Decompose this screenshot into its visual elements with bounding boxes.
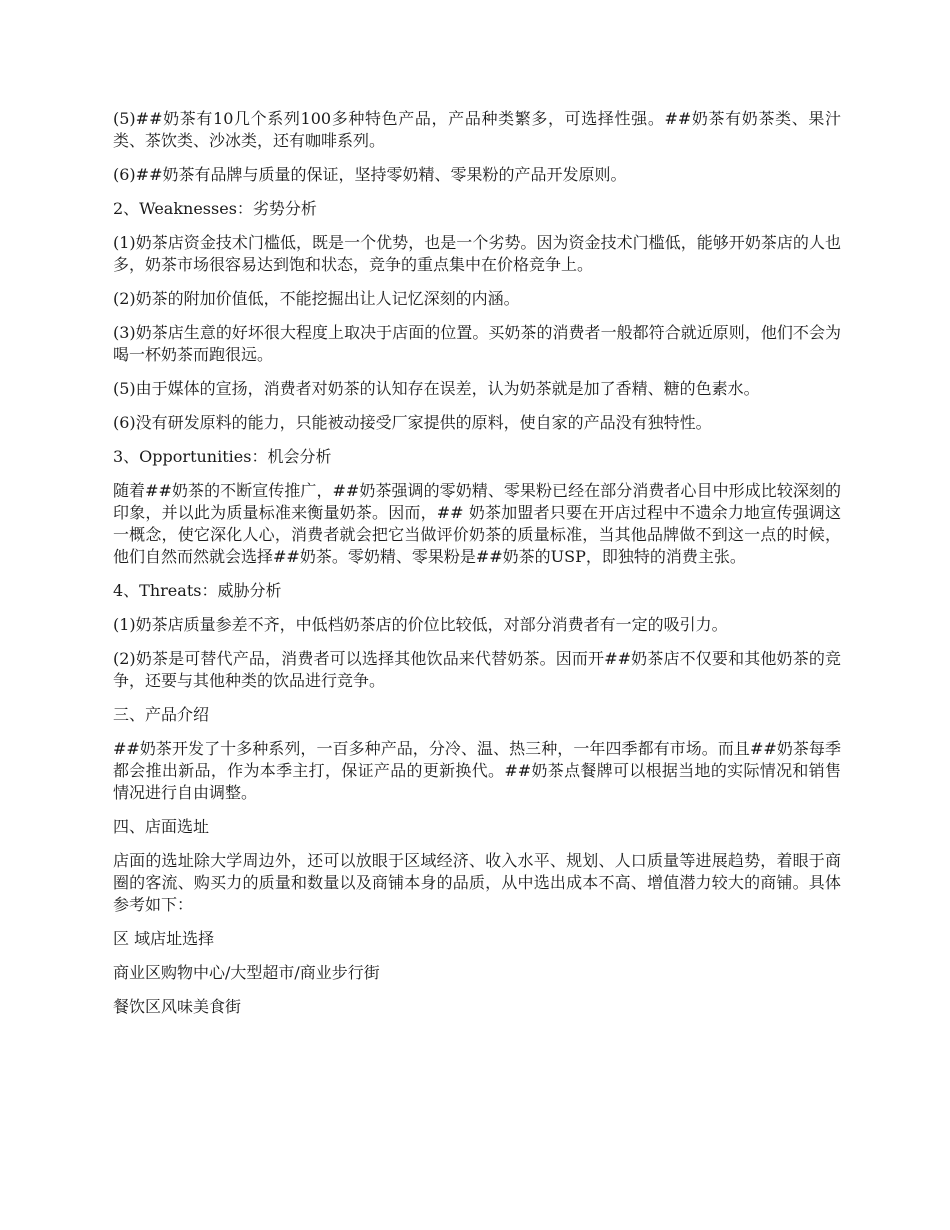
paragraph-threat-1: (1)奶茶店质量参差不齐，中低档奶茶店的价位比较低，对部分消费者有一定的吸引力。	[113, 615, 728, 634]
paragraph-opportunities: 随着##奶茶的不断宣传推广，##奶茶强调的零奶精、零果粉已经在部分消费者心目中形成比较深刻的印象，并以此为质量标准来衡量奶茶。因而，## 奶茶加盟者只要在开店过程中不遗余力地宣传强调这一概念，使它深化人心，消费者就会把它当做评价奶茶的质量标准，当其他品牌做不到这一点的时候，他们自然而然就会选择##奶茶。零奶精、零果粉是##奶茶的USP，即独特的消费主张。	[113, 481, 841, 566]
heading-product-intro: 三、产品介绍	[113, 705, 210, 724]
paragraph-weakness-3: (3)奶茶店生意的好坏很大程度上取决于店面的位置。买奶茶的消费者一般都符合就近原则，他们不会为喝一杯奶茶而跑很远。	[113, 323, 841, 364]
paragraph-swot-strength-6: (6)##奶茶有品牌与质量的保证，坚持零奶精、零果粉的产品开发原则。	[113, 165, 627, 184]
list-item-area-selection: 区 域店址选择	[113, 929, 215, 948]
paragraph-swot-strength-5: (5)##奶茶有10几个系列100多种特色产品，产品种类繁多，可选择性强。##奶茶有奶茶类、果汁类、茶饮类、沙冰类，还有咖啡系列。	[113, 109, 841, 150]
paragraph-weakness-5: (5)由于媒体的宣扬，消费者对奶茶的认知存在误差，认为奶茶就是加了香精、糖的色素水。	[113, 379, 760, 398]
heading-threats: 4、Threats：威胁分析	[113, 581, 282, 600]
list-item-dining-area: 餐饮区风味美食街	[113, 997, 242, 1016]
list-item-commercial-area: 商业区购物中心/大型超市/商业步行街	[113, 963, 380, 982]
heading-opportunities: 3、Opportunities：机会分析	[113, 447, 332, 466]
paragraph-weakness-2: (2)奶茶的附加价值低，不能挖掘出让人记忆深刻的内涵。	[113, 289, 520, 308]
paragraph-weakness-6: (6)没有研发原料的能力，只能被动接受厂家提供的原料，使自家的产品没有独特性。	[113, 413, 712, 432]
paragraph-weakness-1: (1)奶茶店资金技术门槛低，既是一个优势，也是一个劣势。因为资金技术门槛低，能够开奶茶店的人也多，奶茶市场很容易达到饱和状态，竞争的重点集中在价格竞争上。	[113, 233, 841, 274]
document-page	[113, 108, 841, 1030]
paragraph-store-location: 店面的选址除大学周边外，还可以放眼于区域经济、收入水平、规划、人口质量等进展趋势，着眼于商圈的客流、购买力的质量和数量以及商铺本身的品质，从中选出成本不高、增值潜力较大的商铺。具体参考如下：	[113, 851, 841, 914]
heading-weaknesses: 2、Weaknesses：劣势分析	[113, 199, 317, 218]
paragraph-threat-2: (2)奶茶是可替代产品，消费者可以选择其他饮品来代替奶茶。因而开##奶茶店不仅要和其他奶茶的竞争，还要与其他种类的饮品进行竞争。	[113, 649, 841, 690]
paragraph-product-intro: ##奶茶开发了十多种系列，一百多种产品，分冷、温、热三种，一年四季都有市场。而且##奶茶每季都会推出新品，作为本季主打，保证产品的更新换代。##奶茶点餐牌可以根据当地的实际情况和销售情况进行自由调整。	[113, 739, 841, 802]
heading-store-location: 四、店面选址	[113, 817, 210, 836]
